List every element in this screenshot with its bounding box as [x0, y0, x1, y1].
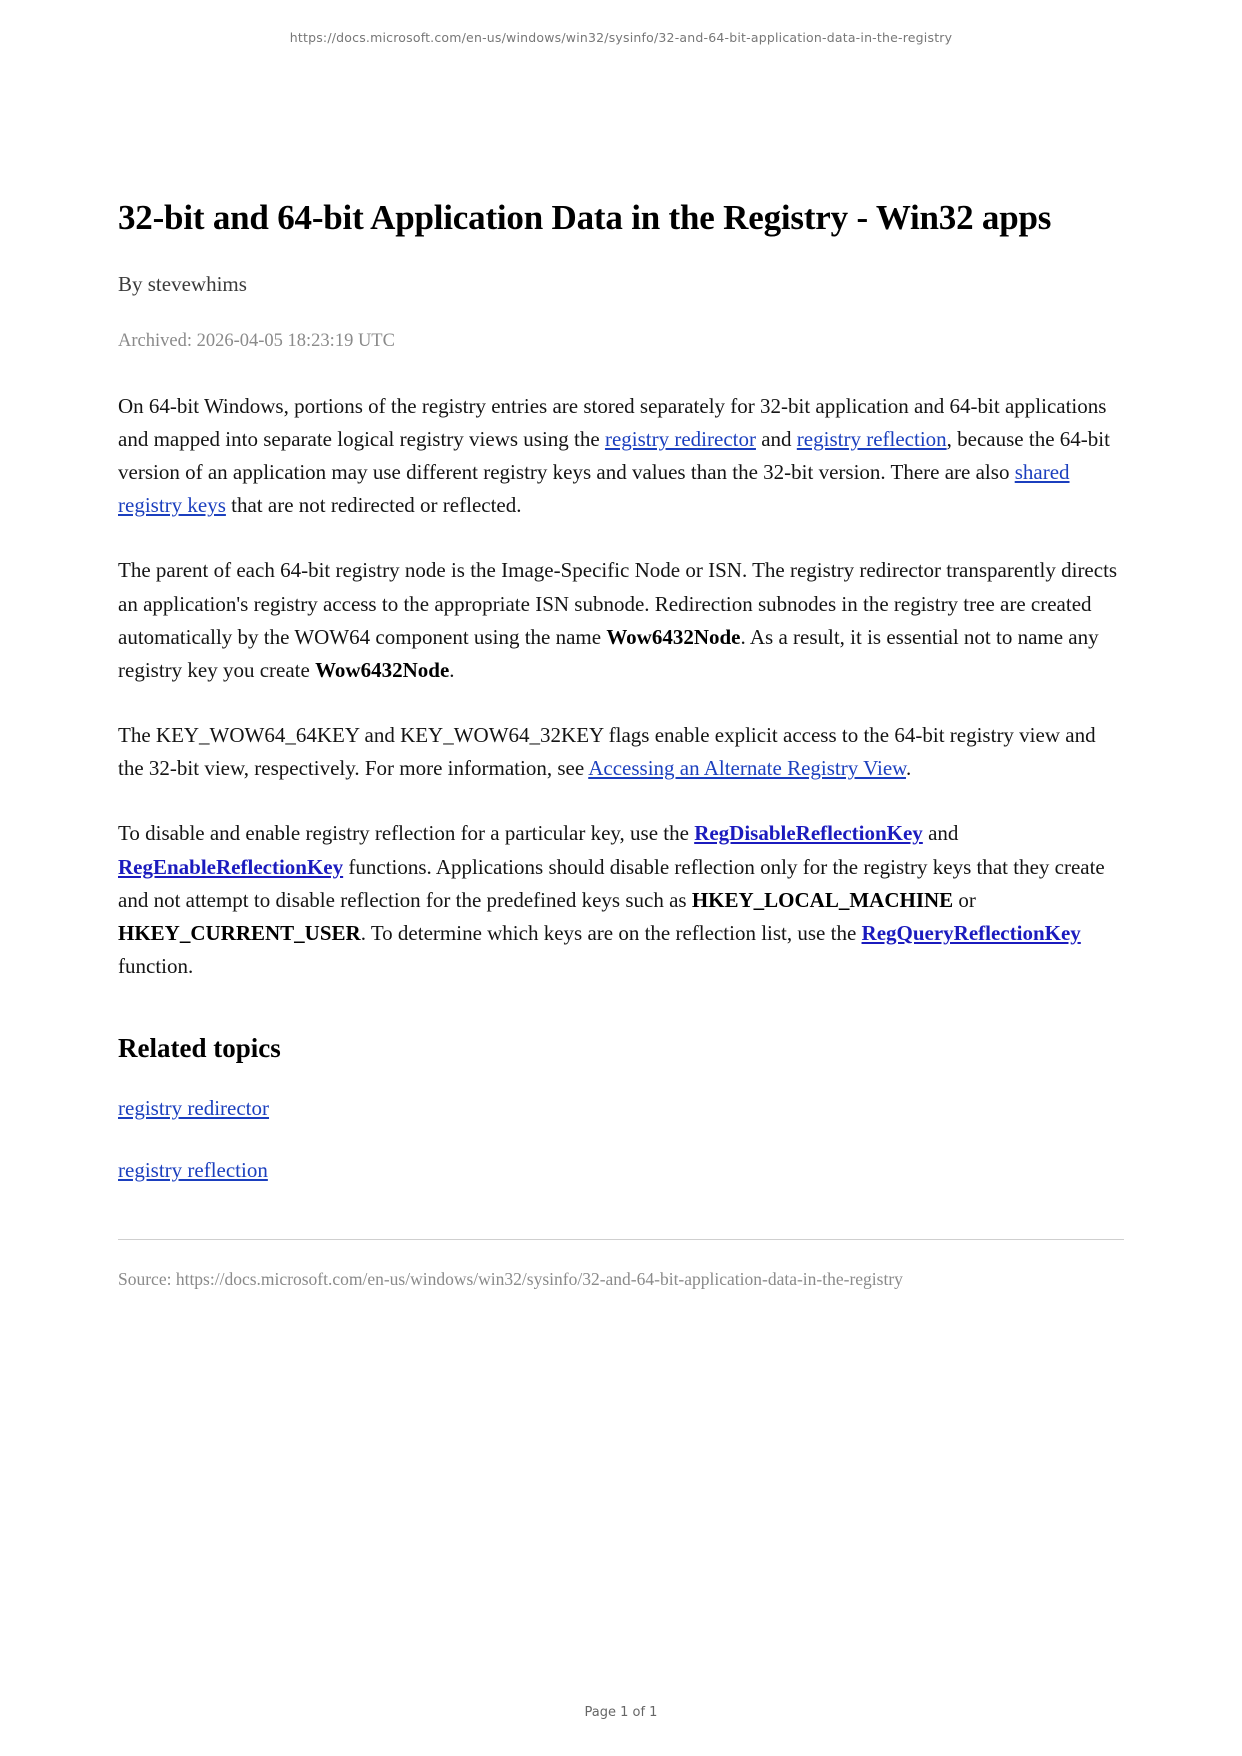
- related-topic-item: [118, 1156, 1124, 1185]
- page-title: 32-bit and 64-bit Application Data in the Registry - Win32 apps: [118, 198, 1052, 237]
- keyword-hkey-current-user: HKEY_CURRENT_USER: [118, 920, 361, 945]
- footer-divider: [118, 1239, 1124, 1240]
- paragraph-intro-text-4: that are not redirected or reflected.: [225, 493, 522, 518]
- paragraph-key-flags-text-2: .: [905, 756, 912, 781]
- related-topic-item: [118, 1094, 1124, 1123]
- paragraph-isn-text-1: The parent of each 64-bit registry node is the Image-Specific Node or ISN. The registry redirector transparently directs an application's registry access to the appropriate ISN subnode. Redirection subnodes in the registry tree are created automatically by the WOW64 component using the name: [118, 558, 1118, 649]
- paragraph-intro-text-2: and: [755, 426, 797, 451]
- page-number-footer: Page 1 of 1: [584, 1705, 658, 1720]
- document-content: [118, 196, 1124, 1292]
- author-byline: By stevewhims: [118, 271, 247, 296]
- link-related-registry-reflection[interactable]: registry reflection: [118, 1157, 268, 1182]
- link-registry-redirector-inline[interactable]: registry redirector: [604, 426, 756, 451]
- paragraph-isn: [118, 554, 1124, 687]
- paragraph-reflection-text-5: . To determine which keys are on the reflection list, use the: [360, 920, 862, 945]
- keyword-hkey-local-machine: HKEY_LOCAL_MACHINE: [691, 887, 954, 912]
- section-heading-related-topics: Related topics: [118, 1033, 281, 1064]
- paragraph-isn-text-3: .: [449, 657, 455, 682]
- link-shared-registry-keys[interactable]: shared registry keys: [118, 460, 1070, 518]
- paragraph-reflection-text-2: and: [922, 821, 959, 846]
- archived-timestamp: Archived: 2026-04-05 18:23:19 UTC: [118, 330, 395, 351]
- header-source-url: https://docs.microsoft.com/en-us/windows/win32/sysinfo/32-and-64-bit-application-data-in-the-registry: [289, 30, 953, 45]
- paragraph-key-flags-text-1: The KEY_WOW64_64KEY and KEY_WOW64_32KEY flags enable explicit access to the 64-bit registry view and the 32-bit view, respectively. For more information, see: [118, 723, 1096, 781]
- link-regenablereflectionkey[interactable]: RegEnableReflectionKey: [118, 854, 344, 879]
- keyword-wow6432node-1: Wow6432Node: [606, 624, 741, 649]
- keyword-wow6432node-2: Wow6432Node: [315, 657, 450, 682]
- paragraph-intro: [118, 390, 1124, 523]
- paragraph-reflection-text-6: function.: [118, 954, 194, 979]
- link-regdisablereflectionkey[interactable]: RegDisableReflectionKey: [694, 821, 923, 846]
- paragraph-reflection-text-1: To disable and enable registry reflection for a particular key, use the: [118, 821, 695, 846]
- paragraph-reflection-functions: [118, 817, 1124, 983]
- paragraph-reflection-text-3: functions. Applications should disable reflection only for the registry keys that they create and not attempt to disable reflection for the predefined keys such as: [118, 854, 1105, 912]
- link-related-registry-redirector[interactable]: registry redirector: [118, 1096, 270, 1121]
- paragraph-intro-text-3: , because the 64-bit version of an application may use different registry keys and values than the 32-bit version. There are also: [118, 426, 1110, 485]
- link-regqueryreflectionkey[interactable]: RegQueryReflectionKey: [861, 920, 1081, 945]
- link-accessing-alternate-registry-view[interactable]: Accessing an Alternate Registry View: [588, 756, 906, 781]
- link-registry-reflection-inline[interactable]: registry reflection: [796, 426, 947, 451]
- paragraph-isn-text-2: . As a result, it is essential not to name any registry key you create: [118, 624, 1099, 682]
- paragraph-intro-text-1: On 64-bit Windows, portions of the registry entries are stored separately for 32-bit application and 64-bit applications and mapped into separate logical registry views using the: [118, 393, 1107, 451]
- paragraph-reflection-text-4: or: [953, 887, 976, 912]
- paragraph-key-flags: [118, 719, 1124, 785]
- source-url-footer: Source: https://docs.microsoft.com/en-us/windows/win32/sysinfo/32-and-64-bit-application-data-in-the-registry: [118, 1269, 903, 1290]
